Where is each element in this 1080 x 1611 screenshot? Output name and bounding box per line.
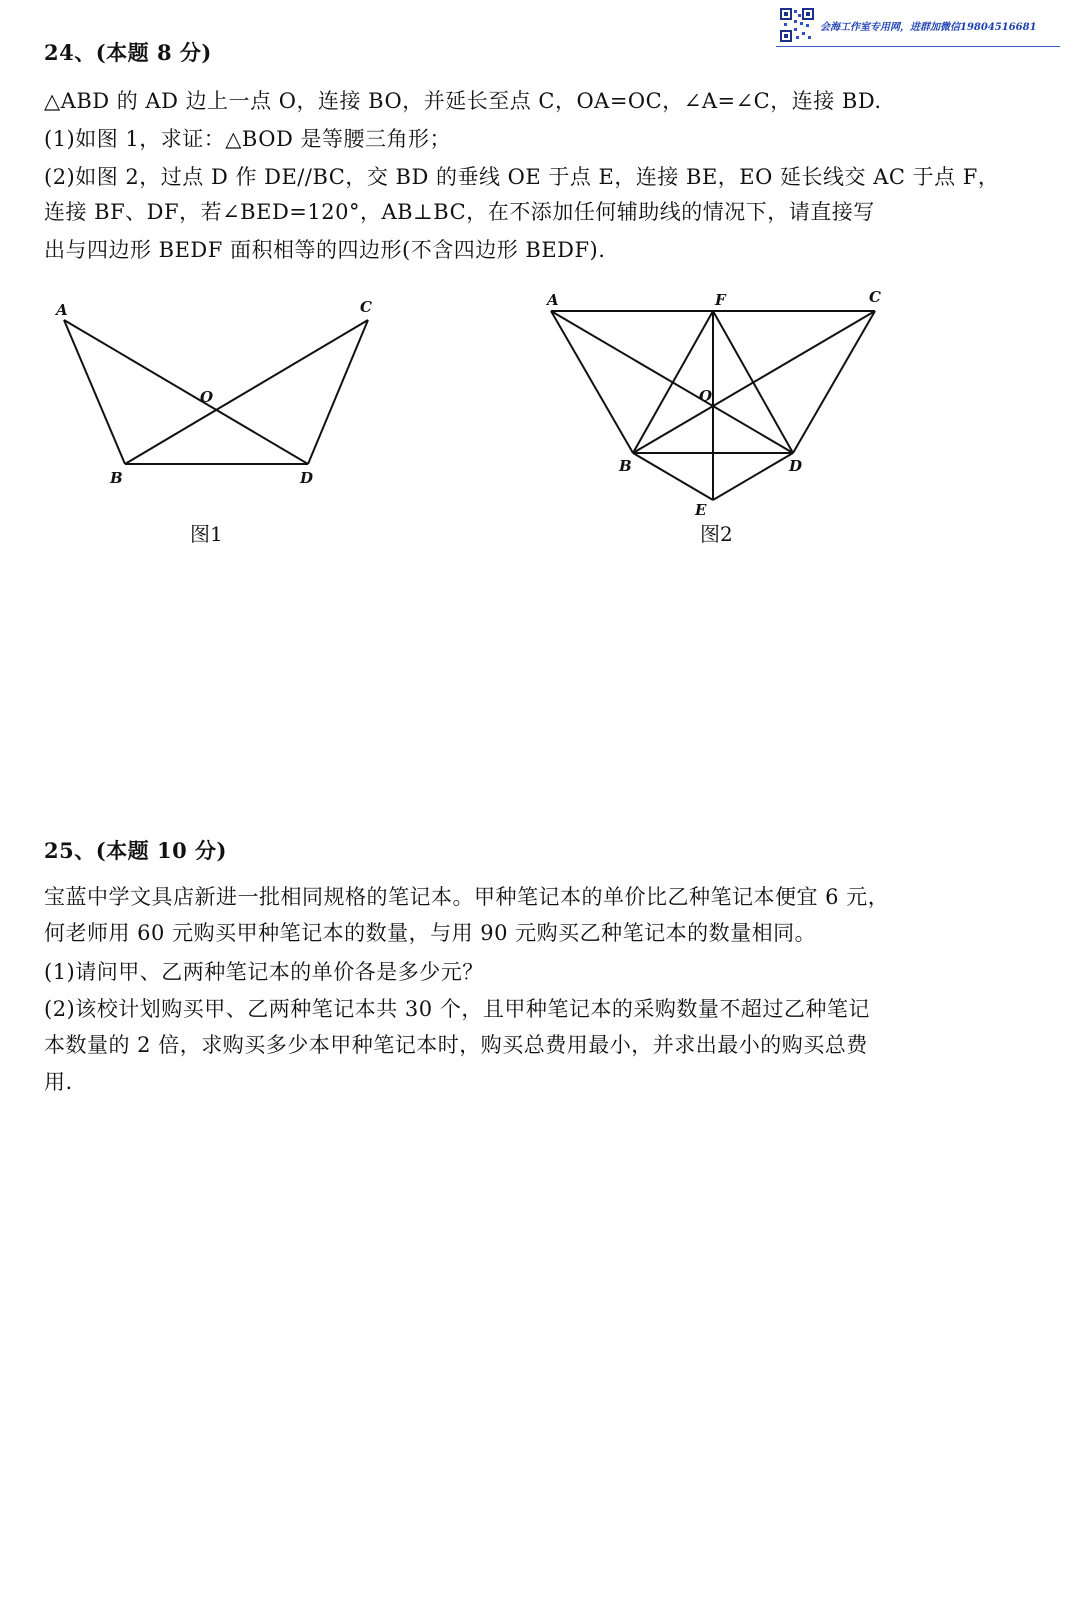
segment-be [633,453,713,500]
label-o: O [699,387,713,405]
segment-df [713,311,793,453]
segment-cd [793,311,875,453]
label-e: E [695,501,707,519]
segment-ad [64,320,308,464]
label-b: B [619,457,632,475]
segment-bc [125,320,368,464]
q25-line-4: (2)该校计划购买甲、乙两种笔记本共 30 个，且甲种笔记本的采购数量不超过乙种笔记 [44,997,870,1021]
q25-line-2: 何老师用 60 元购买甲种笔记本的数量，与用 90 元购买乙种笔记本的数量相同。 [44,921,817,945]
q25-line-1: 宝蓝中学文具店新进一批相同规格的笔记本。甲种笔记本的单价比乙种笔记本便宜 6 元， [44,885,890,909]
segment-ab [551,311,633,453]
figure-1-caption: 图1 [190,522,223,546]
q25-line-6: 用. [44,1070,73,1094]
q24-line-2: (1)如图 1，求证：△BOD 是等腰三角形； [44,127,451,151]
header-note: 会海工作室专用网，进群加微信19804516681 [820,22,1037,33]
label-b: B [110,469,123,487]
figure-1 [40,290,400,500]
q25-line-3: (1)请问甲、乙两种笔记本的单价各是多少元？ [44,960,484,984]
label-o: O [200,388,214,406]
segment-cd [308,320,368,464]
segment-ab [64,320,125,464]
q24-line-4: 连接 BF、DF，若∠BED=120°，AB⊥BC，在不添加任何辅助线的情况下，请直接写 [44,200,875,224]
qr-code-icon [780,8,814,42]
q25-heading: 25、(本题 10 分) [44,838,227,863]
label-d: D [300,469,314,487]
figure-2-caption: 图2 [700,522,733,546]
q24-line-1: △ABD 的 AD 边上一点 O，连接 BO，并延长至点 C，OA=OC，∠A=∠C，连接 BD. [44,89,882,113]
label-a: A [56,301,68,319]
label-c: C [869,288,881,306]
segment-de [713,453,793,500]
label-a: A [547,291,559,309]
figure-2 [535,285,905,520]
q24-line-5: 出与四边形 BEDF 面积相等的四边形(不含四边形 BEDF). [44,238,606,262]
label-d: D [789,457,803,475]
q24-heading: 24、(本题 8 分) [44,40,212,65]
segment-bf [633,311,713,453]
label-c: C [360,298,372,316]
q24-line-3: (2)如图 2，过点 D 作 DE//BC，交 BD 的垂线 OE 于点 E，连接 BE，EO 延长线交 AC 于点 F， [44,165,1000,189]
header-divider [776,46,1060,47]
q25-line-5: 本数量的 2 倍，求购买多少本甲种笔记本时，购买总费用最小，并求出最小的购买总费 [44,1033,868,1057]
label-f: F [715,291,726,309]
page-header [776,6,1060,44]
